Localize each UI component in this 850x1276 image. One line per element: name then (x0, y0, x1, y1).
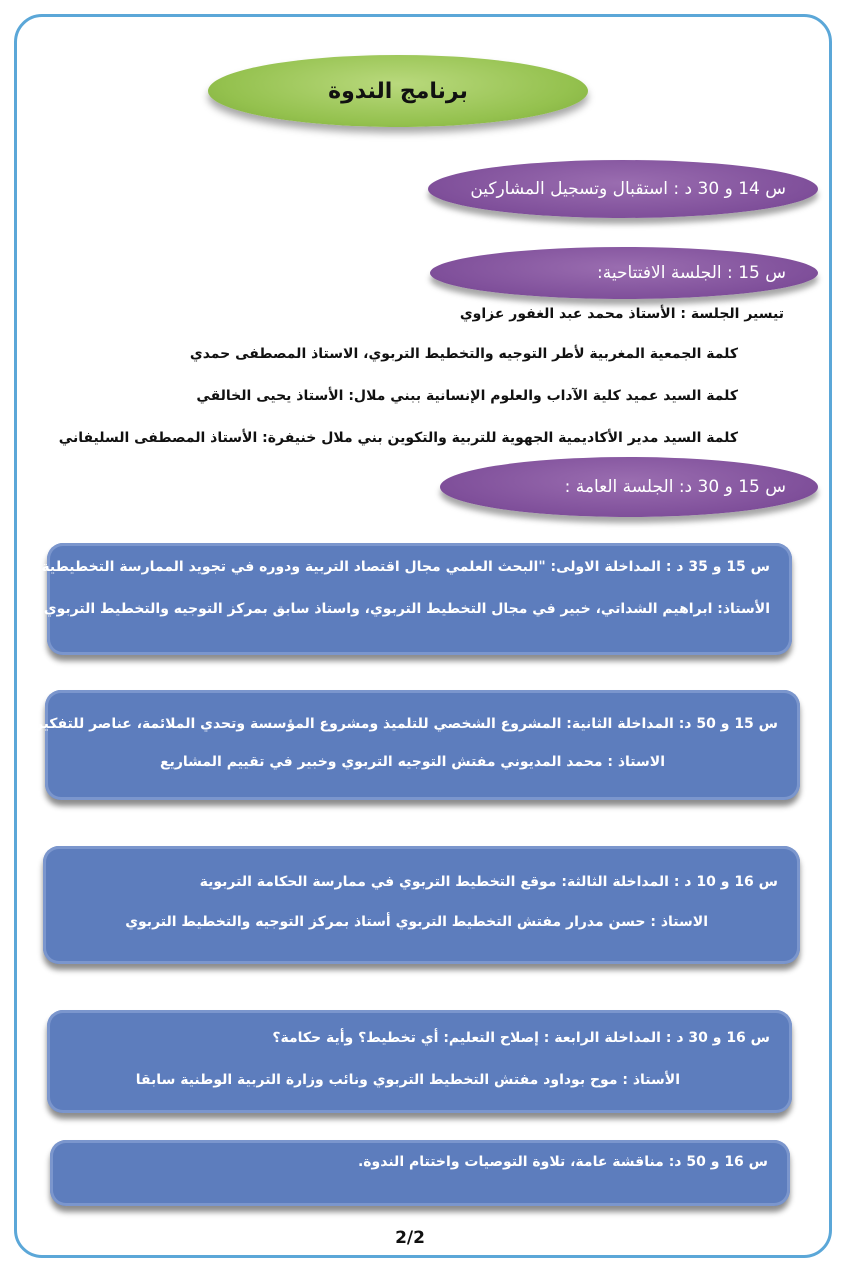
page-number: 2/2 (395, 1228, 425, 1248)
session-plenary: س 15 و 30 د: الجلسة العامة : (440, 457, 818, 517)
intervention-box-4 (47, 1010, 792, 1113)
intervention-box-2 (34, 690, 800, 800)
intervention-1-title: س 15 و 35 د : المداخلة الاولى: "البحث العلمي مجال اقتصاد التربية ودوره في تجويد الممارسة التخطيطية" (34, 559, 770, 575)
intervention-4-title: س 16 و 30 د : المداخلة الرابعة : إصلاح التعليم: أي تخطيط؟ وأية حكامة؟ (272, 1030, 770, 1046)
intervention-box-1 (34, 543, 792, 655)
intervention-4-speaker: الأستاذ : موح بوداود مفتش التخطيط التربوي ونائب وزارة التربية الوطنية سابقا (135, 1072, 680, 1088)
intervention-3-title: س 16 و 10 د : المداخلة الثالثة: موقع التخطيط التربوي في ممارسة الحكامة التربوية (199, 874, 778, 890)
intervention-2-speaker: الاستاذ : محمد المديوني مفتش التوجيه التربوي وخبير في تقييم المشاريع (160, 754, 665, 770)
session-reception: س 14 و 30 د : استقبال وتسجيل المشاركين (428, 160, 818, 218)
closing-text: س 16 و 50 د: مناقشة عامة، تلاوة التوصيات واختتام الندوة. (357, 1154, 768, 1170)
opening-moderator: تيسير الجلسة : الأستاذ محمد عبد الغفور عزاوي (459, 306, 784, 322)
opening-speech-1: كلمة الجمعية المغربية لأطر التوجيه والتخطيط التربوي، الاستاذ المصطفى حمدي (189, 346, 738, 362)
page-title: برنامج الندوة (208, 55, 588, 127)
intervention-1-speaker: الأستاذ: ابراهيم الشداتي، خبير في مجال التخطيط التربوي، واستاذ سابق بمركز التوجيه والتخطيط التربوي (43, 601, 770, 617)
closing-box (50, 1140, 790, 1206)
intervention-3-speaker: الاستاذ : حسن مدرار مفتش التخطيط التربوي أستاذ بمركز التوجيه والتخطيط التربوي (125, 914, 708, 930)
opening-speech-3: كلمة السيد مدير الأكاديمية الجهوية للتربية والتكوين بني ملال خنيفرة: الأستاذ المصطفى السليفاني (58, 430, 738, 446)
intervention-2-title: س 15 و 50 د: المداخلة الثانية: المشروع الشخصي للتلميذ ومشروع المؤسسة وتحدي الملائمة، عناصر للتفكير (34, 716, 778, 732)
intervention-box-3 (43, 846, 800, 964)
session-opening: س 15 : الجلسة الافتتاحية: (430, 247, 818, 299)
opening-speech-2: كلمة السيد عميد كلية الآداب والعلوم الإنسانية ببني ملال: الأستاذ يحيى الخالقي (196, 388, 738, 404)
